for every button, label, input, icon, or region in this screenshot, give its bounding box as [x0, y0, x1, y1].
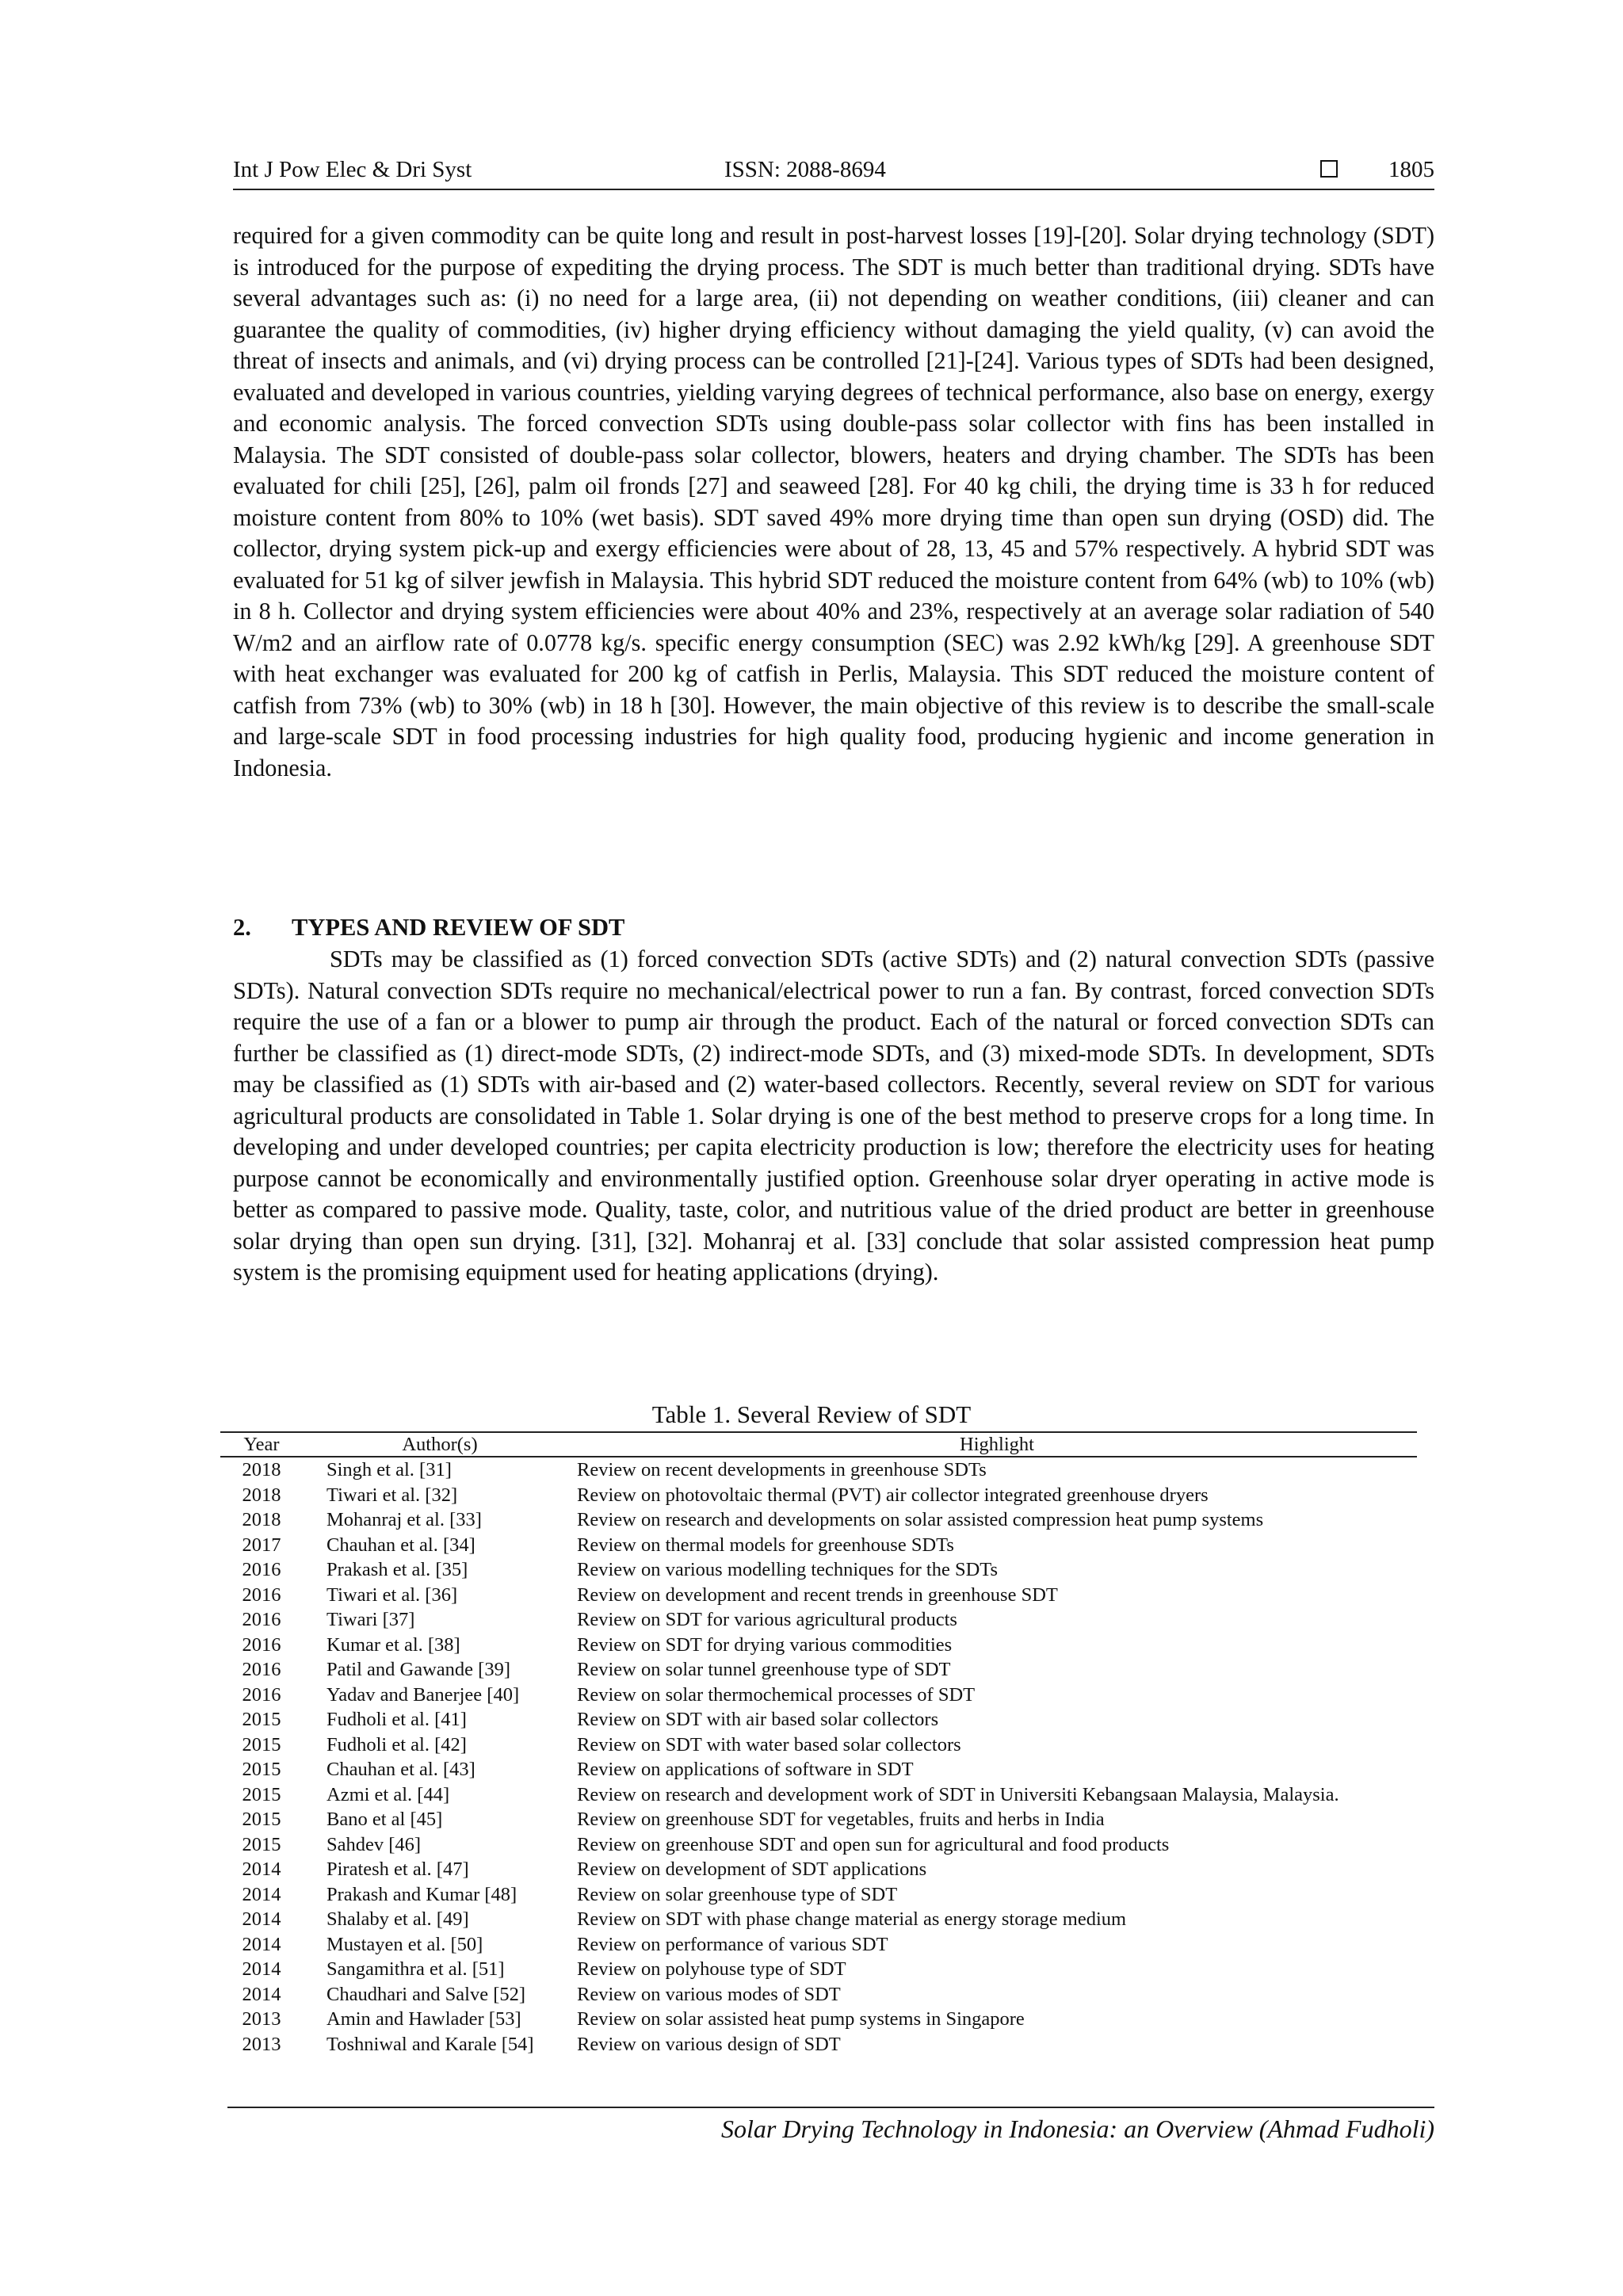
table-row — [220, 2007, 1417, 2032]
cell-author: Mustayen et al. [50] — [327, 1933, 483, 1955]
cell-author: Azmi et al. [44] — [327, 1783, 450, 1805]
table-row — [220, 1557, 1417, 1583]
cell-year: 2013 — [242, 2008, 281, 2030]
cell-author: Bano et al [45] — [327, 1809, 443, 1830]
table-row — [220, 1583, 1417, 1608]
table-row — [220, 1807, 1417, 1832]
table-caption: Table 1. Several Review of SDT — [651, 1400, 972, 1428]
table-row — [220, 1832, 1417, 1858]
cell-highlight: Review on SDT with water based solar collectors — [577, 1733, 961, 1755]
cell-highlight: Review on applications of software in SDT — [577, 1759, 914, 1780]
table-row — [220, 1857, 1417, 1882]
cell-highlight: Review on SDT with air based solar collectors — [577, 1709, 939, 1730]
section-number: 2. — [233, 914, 251, 941]
cell-year: 2014 — [242, 1859, 281, 1880]
cell-highlight: Review on greenhouse SDT for vegetables, fruits and herbs in India — [577, 1809, 1105, 1830]
table-row — [220, 1683, 1417, 1708]
cell-author: Patil and Gawande [39] — [327, 1659, 510, 1680]
cell-author: Shalaby et al. [49] — [327, 1908, 469, 1930]
cell-highlight: Review on greenhouse SDT and open sun for agricultural and food products — [577, 1833, 1170, 1855]
table-row — [220, 1957, 1417, 1982]
cell-author: Chauhan et al. [34] — [327, 1534, 475, 1556]
cell-year: 2014 — [242, 1883, 281, 1905]
table-row — [220, 1907, 1417, 1932]
cell-author: Tiwari et al. [32] — [327, 1484, 458, 1506]
cell-highlight: Review on solar tunnel greenhouse type of SDT — [577, 1659, 951, 1680]
cell-highlight: Review on research and development work of SDT in Universiti Kebangsaan Malaysia, Malaysia. — [577, 1783, 1339, 1805]
cell-year: 2015 — [242, 1733, 281, 1755]
body-paragraph-1 — [233, 220, 1434, 784]
cell-author: Mohanraj et al. [33] — [327, 1509, 482, 1530]
table-row — [220, 2032, 1417, 2057]
table-row — [220, 1533, 1417, 1558]
cell-author: Chauhan et al. [43] — [327, 1759, 475, 1780]
cell-year: 2016 — [242, 1559, 281, 1580]
table-row — [220, 1733, 1417, 1758]
journal-name: Int J Pow Elec & Dri Syst — [233, 157, 472, 182]
table-row — [220, 1882, 1417, 1908]
cell-year: 2016 — [242, 1659, 281, 1680]
cell-year: 2016 — [242, 1633, 281, 1656]
header-authors: Author(s) — [303, 1432, 577, 1457]
header-year: Year — [220, 1432, 303, 1457]
cell-author: Prakash et al. [35] — [327, 1559, 468, 1580]
cell-author: Prakash and Kumar [48] — [327, 1883, 517, 1905]
paragraph-text: SDTs may be classified as (1) forced convection SDTs (active SDTs) and (2) natural convection SDTs (passive SDTs). Natural convection SDTs require no mechanical/electrical power to run a fan. By contrast, forced convection SDTs require the use of a fan or a blower to pump air through the product. Each of the natural or forced convection SDTs can further be classified as (1) direct-mode SDTs, (2) indirect-mode SDTs, and (3) mixed-mode SDTs. In development, SDTs may be classified as (1) SDTs with air-based and (2) water-based collectors. Recently, several review on SDT for various agricultural products are consolidated in Table 1. Solar drying is one of the best method to preserve crops for a long time. In developing and under developed countries; per capita electricity production is low; therefore the electricity uses for heating purpose cannot be economically and environmentally justified option. Greenhouse solar dryer operating in active mode is better as compared to passive mode. Quality, taste, color, and nutritious value of the dried product are better in greenhouse solar drying than open sun drying. [31], [32]. Mohanraj et al. [33] conclude that solar assisted compression heat pump system is the promising equipment used for heating applications (drying). — [233, 946, 1434, 1286]
cell-year: 2015 — [242, 1759, 281, 1780]
cell-author: Yadav and Banerjee [40] — [327, 1683, 520, 1706]
cell-highlight: Review on SDT for drying various commodities — [577, 1633, 953, 1656]
cell-year: 2016 — [242, 1584, 281, 1606]
cell-year: 2018 — [242, 1459, 281, 1480]
cell-highlight: Review on solar thermochemical processes of SDT — [577, 1683, 976, 1706]
cell-year: 2014 — [242, 1908, 281, 1930]
table-row — [220, 1657, 1417, 1683]
table-row — [220, 1932, 1417, 1958]
table-row — [220, 1633, 1417, 1658]
cell-year: 2017 — [242, 1534, 281, 1556]
cell-year: 2014 — [242, 1958, 281, 1980]
footer-rule — [227, 2107, 1434, 2108]
table-row — [220, 1782, 1417, 1808]
table — [220, 1431, 1417, 2057]
section-title: TYPES AND REVIEW OF SDT — [292, 914, 625, 941]
table-row — [220, 1607, 1417, 1633]
cell-year: 2016 — [242, 1609, 281, 1630]
cell-highlight: Review on various modelling techniques for the SDTs — [577, 1559, 999, 1580]
paragraph-text: required for a given commodity can be quite long and result in post-harvest losses [19]-[20]. Solar drying technology (SDT) is introduced for the purpose of expediting the drying process. The SDT is much better than traditional drying. SDTs have several advantages such as: (i) no need for a large area, (ii) not depending on weather conditions, (iii) cleaner and can guarantee the quality of commodities, (iv) higher drying efficiency without damaging the yield quality, (v) can avoid the threat of insects and animals, and (vi) drying process can be controlled [21]-[24]. Various types of SDTs had been designed, evaluated and developed in various countries, yielding varying degrees of technical performance, also base on energy, exergy and economic analysis. The forced convection SDTs using double-pass solar collector with fins has been installed in Malaysia. The SDT consisted of double-pass solar collector, blowers, heaters and drying chamber. The SDTs has been evaluated for chili [25], [26], palm oil fronds [27] and seaweed [28]. For 40 kg chili, the drying time is 33 h for reduced moisture content from 80% to 10% (wet basis). SDT saved 49% more drying time than open sun drying (OSD) did. The collector, drying system pick-up and exergy efficiencies were about of 28, 13, 45 and 57% respectively. A hybrid SDT was evaluated for 51 kg of silver jewfish in Malaysia. This hybrid SDT reduced the moisture content from 64% (wb) to 10% (wb) in 8 h. Collector and drying system efficiencies were about 40% and 23%, respectively at an average solar radiation of 540 W/m2 and an airflow rate of 0.0778 kg/s. specific energy consumption (SEC) was 2.92 kWh/kg [29]. A greenhouse SDT with heat exchanger was evaluated for 200 kg of catfish in Perlis, Malaysia. This SDT reduced the moisture content of catfish from 73% (wb) to 30% (wb) in 18 h [30]. However, the main objective of this review is to describe the small-scale and large-scale SDT in food processing industries for high quality food, producing hygienic and income generation in Indonesia. — [233, 222, 1434, 781]
cell-year: 2016 — [242, 1683, 281, 1706]
cell-highlight: Review on development and recent trends in greenhouse SDT — [577, 1584, 1058, 1606]
cell-highlight: Review on photovoltaic thermal (PVT) air collector integrated greenhouse dryers — [577, 1484, 1209, 1506]
cell-author: Piratesh et al. [47] — [327, 1859, 469, 1880]
cell-highlight: Review on various design of SDT — [577, 2033, 841, 2055]
cell-author: Kumar et al. [38] — [327, 1633, 460, 1656]
cell-highlight: Review on various modes of SDT — [577, 1983, 841, 2005]
table-row — [220, 1757, 1417, 1782]
body-paragraph-2 — [233, 944, 1434, 1289]
page-footer: Solar Drying Technology in Indonesia: an Overview (Ahmad Fudholi) — [720, 2115, 1434, 2143]
section-heading — [233, 911, 624, 943]
cell-highlight: Review on performance of various SDT — [577, 1933, 888, 1955]
cell-highlight: Review on SDT for various agricultural products — [577, 1609, 957, 1630]
cell-highlight: Review on thermal models for greenhouse SDTs — [577, 1534, 954, 1556]
cell-author: Toshniwal and Karale [54] — [327, 2033, 534, 2055]
cell-author: Fudholi et al. [42] — [327, 1733, 467, 1755]
cell-author: Amin and Hawlader [53] — [327, 2008, 521, 2030]
review-table — [220, 1431, 1417, 2057]
table-row — [220, 1982, 1417, 2008]
cell-highlight: Review on research and developments on solar assisted compression heat pump systems — [577, 1509, 1264, 1530]
cell-year: 2015 — [242, 1709, 281, 1730]
cell-author: Sahdev [46] — [327, 1833, 422, 1855]
cell-year: 2014 — [242, 1933, 281, 1955]
table-header-row — [220, 1432, 1417, 1457]
issn: ISSN: 2088-8694 — [724, 157, 886, 182]
cell-year: 2015 — [242, 1809, 281, 1830]
cell-year: 2018 — [242, 1484, 281, 1506]
cell-year: 2014 — [242, 1983, 281, 2005]
table-row — [220, 1507, 1417, 1533]
cell-highlight: Review on development of SDT applications — [577, 1859, 927, 1880]
cell-year: 2018 — [242, 1509, 281, 1530]
page-header — [233, 155, 1434, 190]
table-row — [220, 1707, 1417, 1733]
table-row — [220, 1483, 1417, 1508]
table-row — [220, 1457, 1417, 1483]
cell-highlight: Review on recent developments in greenhouse SDTs — [577, 1459, 987, 1480]
cell-author: Tiwari [37] — [327, 1609, 415, 1630]
cell-highlight: Review on solar assisted heat pump systems in Singapore — [577, 2008, 1025, 2030]
checkbox-icon — [1320, 160, 1338, 178]
header-highlight: Highlight — [577, 1432, 1417, 1457]
cell-highlight: Review on solar greenhouse type of SDT — [577, 1883, 898, 1905]
cell-author: Tiwari et al. [36] — [327, 1584, 458, 1606]
cell-author: Singh et al. [31] — [327, 1459, 452, 1480]
page-number: 1805 — [1388, 157, 1434, 182]
cell-year: 2015 — [242, 1783, 281, 1805]
cell-author: Fudholi et al. [41] — [327, 1709, 467, 1730]
cell-author: Sangamithra et al. [51] — [327, 1958, 505, 1980]
cell-year: 2015 — [242, 1833, 281, 1855]
cell-highlight: Review on polyhouse type of SDT — [577, 1958, 846, 1980]
cell-highlight: Review on SDT with phase change material as energy storage medium — [577, 1908, 1127, 1930]
cell-author: Chaudhari and Salve [52] — [327, 1983, 526, 2005]
cell-year: 2013 — [242, 2033, 281, 2055]
table-body — [220, 1457, 1417, 2057]
